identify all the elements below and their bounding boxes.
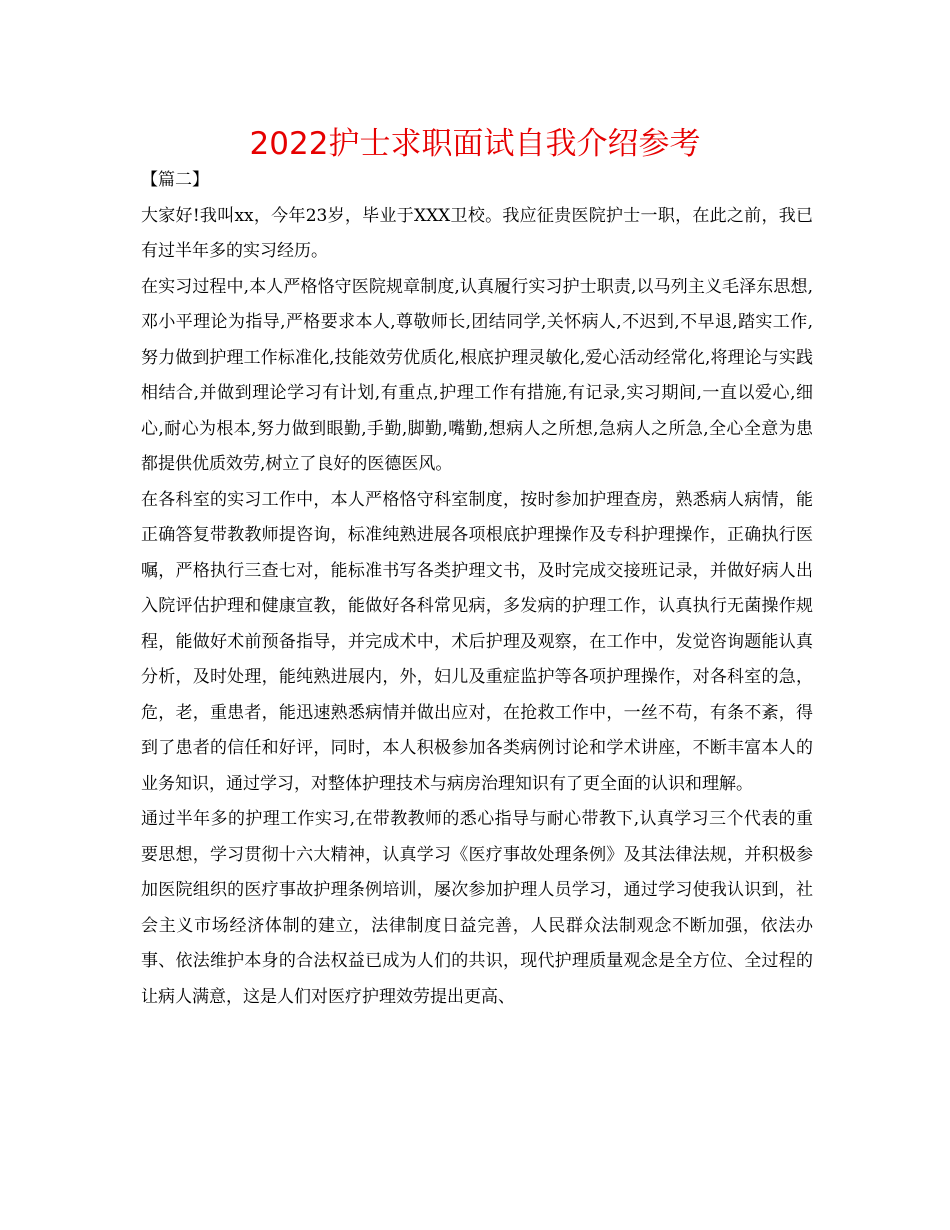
- paragraph-intro: 大家好!我叫xx，今年23岁，毕业于XXX卫校。我应征贵医院护士一职，在此之前，我已有过半年多的实习经历。: [141, 205, 813, 261]
- document-body: [141, 163, 813, 1015]
- section-label: 【篇二】: [141, 170, 209, 190]
- paragraph-department-work: 在各科室的实习工作中，本人严格恪守科室制度，按时参加护理查房，熟悉病人病情，能正确答复带教教师提咨询，标准纯熟进展各项根底护理操作及专科护理操作，正确执行医嘱，严格执行三查七对，能标准书写各类护理文书，及时完成交接班记录，并做好病人出入院评估护理和健康宣教，能做好各科常见病，多发病的护理工作，认真执行无菌操作规程，能做好术前预备指导，并完成术中，术后护理及观察，在工作中，发觉咨询题能认真分析，及时处理，能纯熟进展内，外，妇儿及重症监护等各项护理操作，对各科室的急，危，老，重患者，能迅速熟悉病情并做出应对，在抢救工作中，一丝不苟，有条不紊，得到了患者的信任和好评，同时，本人积极参加各类病例讨论和学术讲座，不断丰富本人的业务知识，通过学习，对整体护理技术与病房治理知识有了更全面的认识和理解。: [141, 489, 813, 794]
- paragraph-internship-conduct: 在实习过程中,本人严格恪守医院规章制度,认真履行实习护士职责,以马列主义毛泽东思想,邓小平理论为指导,严格要求本人,尊敬师长,团结同学,关怀病人,不迟到,不早退,踏实工作,努力做到护理工作标准化,技能效劳优质化,根底护理灵敏化,爱心活动经常化,将理论与实践相结合,并做到理论学习有计划,有重点,护理工作有措施,有记录,实习期间,一直以爱心,细心,耐心为根本,努力做到眼勤,手勤,脚勤,嘴勤,想病人之所想,急病人之所急,全心全意为患都提供优质效劳,树立了良好的医德医风。: [141, 276, 813, 474]
- paragraph-learning: 通过半年多的护理工作实习,在带教教师的悉心指导与耐心带教下,认真学习三个代表的重要思想，学习贯彻十六大精神，认真学习《医疗事故处理条例》及其法律法规，并积极参加医院组织的医疗事故护理条例培训，屡次参加护理人员学习，通过学习使我认识到，社会主义市场经济体制的建立，法律制度日益完善，人民群众法制观念不断加强，依法办事、依法维护本身的合法权益已成为人们的共识，现代护理质量观念是全方位、全过程的让病人满意，这是人们对医疗护理效劳提出更高、: [141, 809, 813, 1007]
- document-title: 2022护士求职面试自我介绍参考: [249, 126, 701, 162]
